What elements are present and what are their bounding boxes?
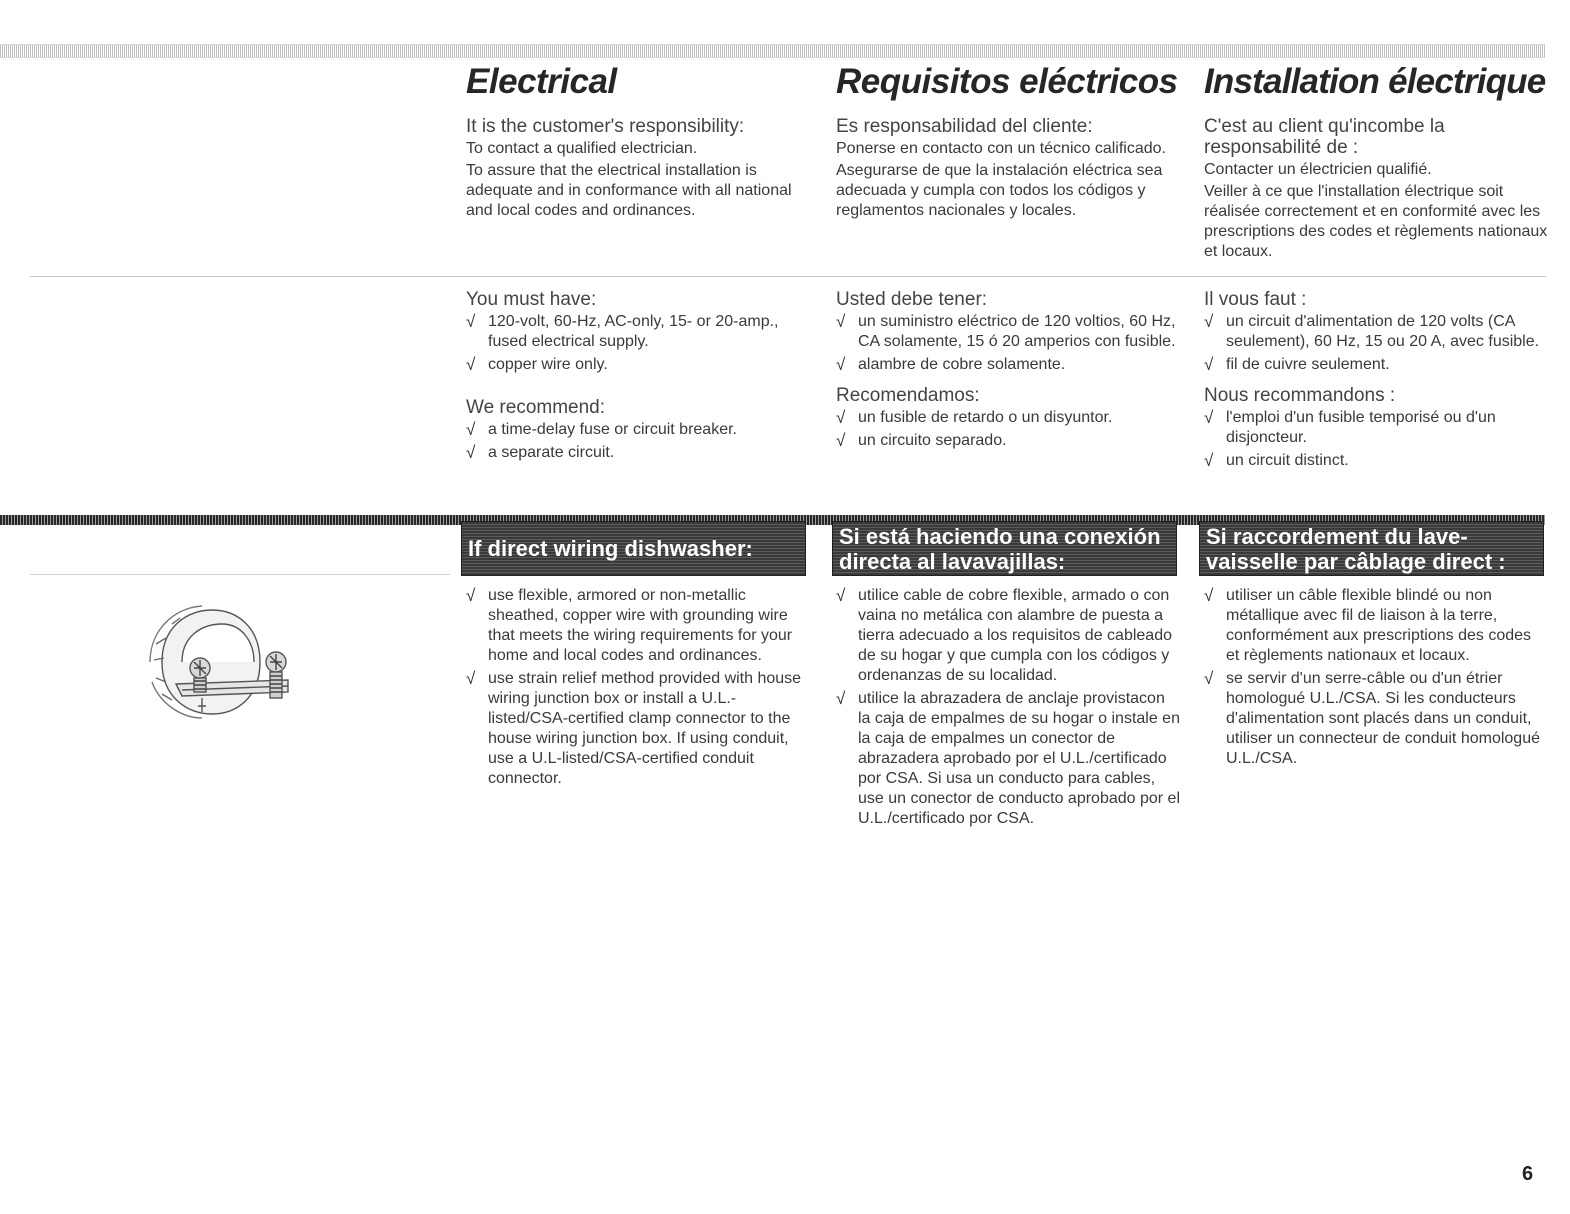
check-mark-icon: √ — [1204, 408, 1214, 427]
check-mark-icon: √ — [1204, 312, 1214, 331]
responsibility-title: C'est au client qu'incombe la responsabilité de : — [1204, 116, 1445, 158]
check-mark-icon: √ — [836, 355, 846, 374]
check-item: √ un circuit d'alimentation de 120 volts (CA seulement), 60 Hz, 15 ou 20 A, avec fusible. — [1204, 312, 1540, 350]
check-item: √ l'emploi d'un fusible temporisé ou d'un disjoncteur. — [1204, 408, 1496, 446]
heading-french: Installation électrique — [1204, 62, 1546, 101]
responsibility-title: It is the customer's responsibility: — [466, 116, 745, 137]
requirements-fr — [1204, 289, 1548, 474]
check-mark-icon: √ — [836, 431, 846, 450]
requirements-es — [836, 289, 1181, 454]
requirements-en — [466, 289, 811, 466]
check-item: √ copper wire only. — [466, 355, 608, 374]
check-mark-icon: √ — [466, 669, 476, 688]
direct-wiring-en — [466, 586, 811, 792]
recommend-title: Recomendamos: — [836, 385, 980, 406]
check-item: √ a time-delay fuse or circuit breaker. — [466, 420, 737, 439]
responsibility-en — [466, 116, 811, 223]
check-mark-icon: √ — [836, 408, 846, 427]
check-mark-icon: √ — [466, 420, 476, 439]
check-mark-icon: √ — [836, 312, 846, 331]
heading-english: Electrical — [466, 62, 617, 101]
check-item: √ un circuit distinct. — [1204, 451, 1349, 470]
must-have-title: Usted debe tener: — [836, 289, 988, 310]
responsibility-item: Ponerse en contacto con un técnico calificado. — [836, 140, 1166, 157]
check-item: √ use strain relief method provided with house wiring junction box or install a U.L.-listed/CSA-certified clamp connector to the house wiring junction box. If using conduit, use a U.L-listed/CSA-certified conduit connector. — [466, 669, 802, 787]
responsibility-es — [836, 116, 1181, 223]
check-item: √ un suministro eléctrico de 120 voltios, 60 Hz, CA solamente, 15 ó 20 amperios con fusible. — [836, 312, 1176, 350]
check-item: √ se servir d'un serre-câble ou d'un étrier homologué U.L./CSA. Si les conducteurs d'alimentation sont placés dans un conduit, utiliser un connecteur de conduit homologué U.L./CSA. — [1204, 669, 1540, 767]
check-mark-icon: √ — [836, 586, 846, 605]
check-item: √ alambre de cobre solamente. — [836, 355, 1066, 374]
check-item: √ fil de cuivre seulement. — [1204, 355, 1390, 374]
direct-wiring-title-fr: Si raccordement du lave-vaisselle par câblage direct : — [1199, 521, 1544, 576]
check-mark-icon: √ — [466, 312, 476, 331]
check-mark-icon: √ — [836, 689, 846, 708]
check-item: √ utilice la abrazadera de anclaje provistacon la caja de empalmes de su hogar o instale en la caja de empalmes un conector de abrazadera aprobado por el U.L./certificado por CSA. Si usa un conducto para cables, use un conector de conducto aprobado por el U.L./certificado por CSA. — [836, 689, 1181, 827]
check-mark-icon: √ — [1204, 586, 1214, 605]
left-divider — [30, 574, 450, 575]
check-mark-icon: √ — [1204, 451, 1214, 470]
responsibility-item: Contacter un électricien qualifié. — [1204, 161, 1432, 178]
check-mark-icon: √ — [1204, 355, 1214, 374]
heading-spanish: Requisitos eléctricos — [836, 62, 1178, 101]
responsibility-item: Asegurarse de que la instalación eléctrica sea adecuada y cumpla con todos los códigos y reglamentos nacionales y locales. — [836, 162, 1163, 219]
check-item: √ utilice cable de cobre flexible, armado o con vaina no metálica con alambre de puesta a tierra adecuado a los requisitos de cableado de su hogar y que cumpla con los códigos y ordenanzas de su localidad. — [836, 586, 1172, 684]
responsibility-item: Veiller à ce que l'installation électrique soit réalisée correctement et en conformité avec les prescriptions des codes et règlements nationaux et locaux. — [1204, 183, 1548, 260]
recommend-title: Nous recommandons : — [1204, 385, 1396, 406]
check-mark-icon: √ — [466, 355, 476, 374]
check-mark-icon: √ — [466, 586, 476, 605]
page-number: 6 — [1522, 1163, 1534, 1185]
check-item: √ un fusible de retardo o un disyuntor. — [836, 408, 1113, 427]
check-item: √ un circuito separado. — [836, 431, 1007, 450]
check-item: √ 120-volt, 60-Hz, AC-only, 15- or 20-amp., fused electrical supply. — [466, 312, 779, 350]
check-item: √ utiliser un câble flexible blindé ou non métallique avec fil de liaison à la terre, conformément aux prescriptions des codes et règlements nationaux et locaux. — [1204, 586, 1532, 664]
direct-wiring-title-en: If direct wiring dishwasher: — [461, 521, 806, 576]
responsibility-item: To assure that the electrical installation is adequate and in conformance with all national and local codes and ordinances. — [466, 162, 792, 219]
check-mark-icon: √ — [1204, 669, 1214, 688]
section-divider — [30, 276, 1546, 277]
responsibility-title: Es responsabilidad del cliente: — [836, 116, 1093, 137]
check-mark-icon: √ — [466, 443, 476, 462]
direct-wiring-es — [836, 586, 1181, 832]
top-rule — [0, 44, 1545, 58]
check-item: √ use flexible, armored or non-metallic sheathed, copper wire with grounding wire that meets the wiring requirements for your home and local codes and ordinances. — [466, 586, 793, 664]
clamp-connector-icon — [142, 602, 302, 722]
direct-wiring-title-es: Si está haciendo una conexión directa al lavavajillas: — [832, 521, 1177, 576]
must-have-title: Il vous faut : — [1204, 289, 1307, 310]
recommend-title: We recommend: — [466, 397, 606, 418]
responsibility-item: To contact a qualified electrician. — [466, 140, 698, 157]
responsibility-fr — [1204, 116, 1548, 264]
check-item: √ a separate circuit. — [466, 443, 615, 462]
must-have-title: You must have: — [466, 289, 597, 310]
direct-wiring-fr — [1204, 586, 1548, 772]
